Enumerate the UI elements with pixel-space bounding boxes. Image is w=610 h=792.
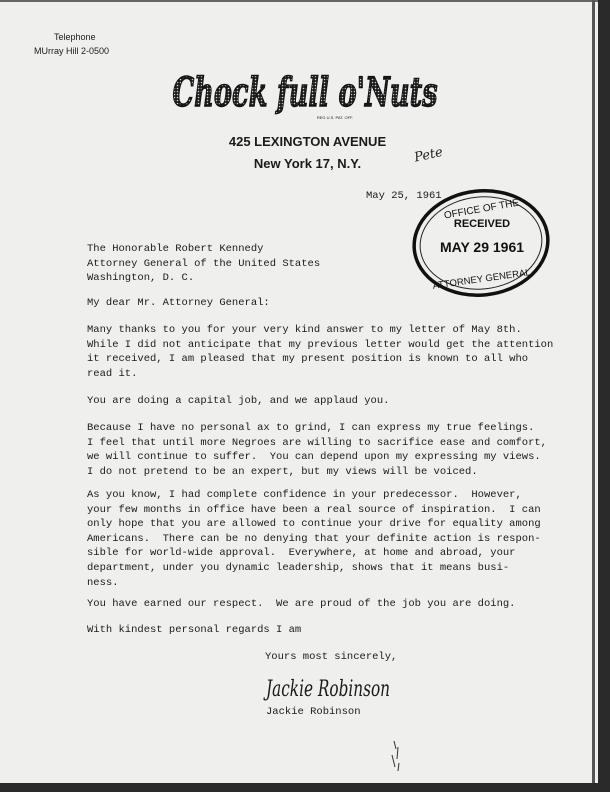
stamp-date: MAY 29 1961 <box>439 239 525 255</box>
paragraph-3: Because I have no personal ax to grind, I can express my true feelings. I feel that until more Negroes are willing to sacrifice ease and comfort, we will continue to suffer. You can depend upon my expressing my views. I do not pretend to be an expert, but my views will be voiced. <box>87 422 547 478</box>
paragraph-4: As you know, I had complete confidence in your predecessor. However, your few months in office have been a real source of inspiration. I can only hope that you are allowed to continue your drive for equality among Americans. There can be no denying that your definite action is respon- sible for world-wide approval. Everywhere, at home and abroad, your department, under you dynamic leadership, shows that it means busi- ness. <box>87 489 541 589</box>
scan-edge-top <box>0 0 610 2</box>
address-city: New York 17, N.Y. <box>253 156 362 171</box>
paragraph-1: Many thanks to you for your very kind answer to my letter of May 8th. While I did not anticipate that my previous letter would get the attention it received, I am pleased that my present position is known to all who read it. <box>87 324 554 380</box>
recipient-title: Attorney General of the United States <box>87 257 321 270</box>
address-street: 425 LEXINGTON AVENUE <box>228 134 387 149</box>
closing: Yours most sincerely, <box>265 651 398 663</box>
letterhead-address <box>215 131 400 175</box>
paragraph-5: You have earned our respect. We are proud of the job you are doing. <box>87 598 516 610</box>
recipient-name: The Honorable Robert Kennedy <box>87 243 264 255</box>
handwritten-signature <box>262 670 402 710</box>
recipient-address <box>87 242 320 286</box>
scan-edge-bottom <box>0 783 610 792</box>
letter-date: May 25, 1961 <box>366 190 442 202</box>
scan-edge-right <box>598 0 610 792</box>
telephone-label: Telephone <box>54 32 96 42</box>
stamp-office: OFFICE OF THE <box>443 197 520 222</box>
telephone-number: MUrray Hill 2-0500 <box>34 46 110 56</box>
scan-edge-line <box>592 0 595 792</box>
stamp-received: RECEIVED <box>453 218 511 230</box>
company-logo <box>170 66 440 126</box>
telephone-block <box>34 30 109 58</box>
recipient-city: Washington, D. C. <box>87 272 195 284</box>
stamp-attorney-general: ATTORNEY GENERAL <box>431 267 532 292</box>
svg-text:Pete: Pete <box>412 144 445 166</box>
handwritten-note <box>412 142 452 166</box>
logo-registered: REG U.S. PAT. OFF. <box>316 115 354 120</box>
received-stamp <box>410 186 552 300</box>
svg-text:Jackie Robinson: Jackie Robinson <box>263 677 390 702</box>
paragraph-2: You are doing a capital job, and we applaud you. <box>87 395 390 407</box>
salutation: My dear Mr. Attorney General: <box>87 297 270 309</box>
logo-text: Chock full o'Nuts <box>172 69 438 116</box>
paragraph-6: With kindest personal regards I am <box>87 624 302 636</box>
ink-mark <box>386 737 406 773</box>
signer-name: Jackie Robinson <box>266 706 361 718</box>
